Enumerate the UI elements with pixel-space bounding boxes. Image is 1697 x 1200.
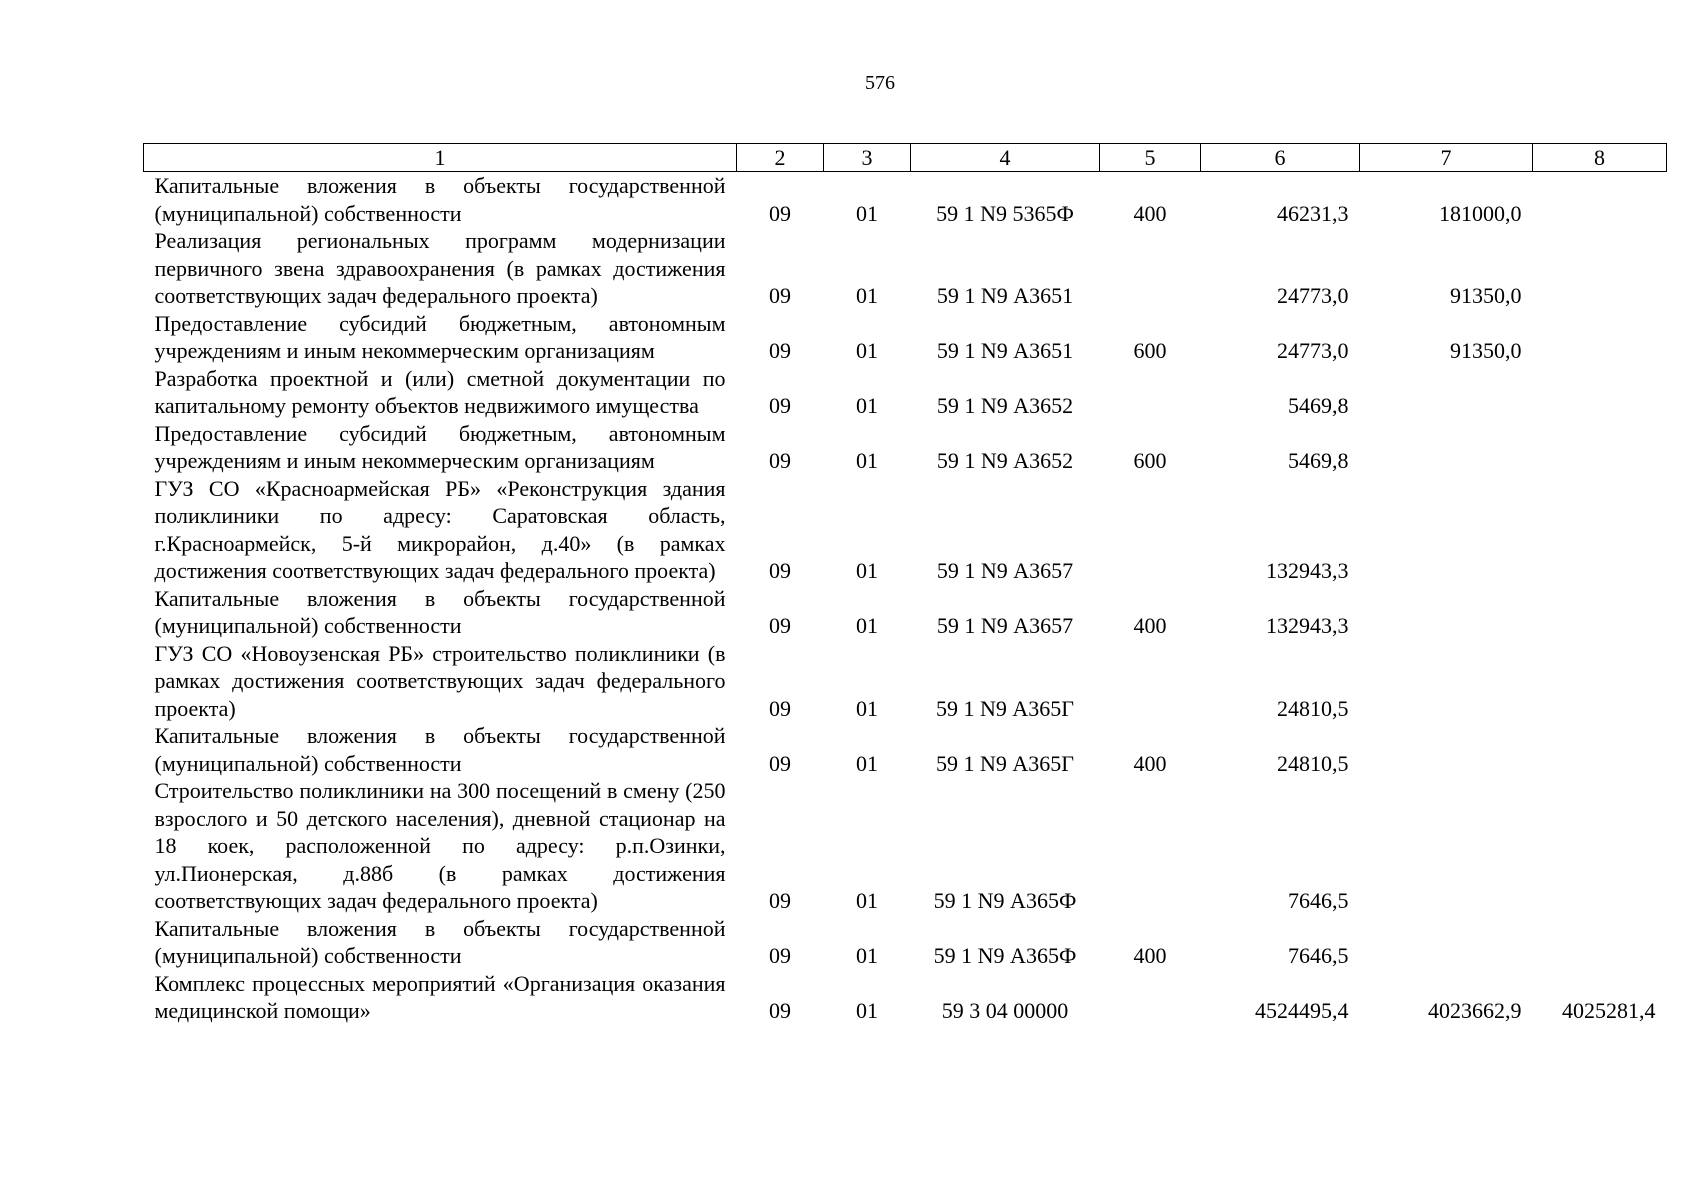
header-col-3: 3 <box>824 144 911 172</box>
row-amount-col8 <box>1533 227 1667 310</box>
table-header <box>144 144 1667 172</box>
row-amount-col6: 5469,8 <box>1288 448 1349 473</box>
row-subsection: 01 <box>856 338 878 363</box>
row-description: Строительство поликлиники на 300 посещений в смену (250 взрослого и 50 детского населения), дневной стационар на 18 коек, расположенной по адресу: р.п.Озинки, ул.Пионерская, д.88б (в рамках достижения соответствующих задач федерального проекта) <box>154 778 726 913</box>
row-expense-type <box>1100 640 1201 723</box>
row-amount-col7: 91350,0 <box>1450 283 1522 308</box>
table-row <box>144 722 1667 777</box>
row-target-article: 59 1 N9 А365Ф <box>933 943 1077 968</box>
row-amount-col7: 181000,0 <box>1439 200 1522 226</box>
table-row <box>144 172 1667 228</box>
page-number: 576 <box>865 72 895 94</box>
table-row <box>144 227 1667 310</box>
table-row <box>144 585 1667 640</box>
budget-table <box>143 143 1667 1025</box>
row-subsection: 01 <box>856 283 878 308</box>
table-row <box>144 777 1667 915</box>
row-amount-col7 <box>1360 365 1533 420</box>
row-subsection: 01 <box>856 750 878 776</box>
row-section: 09 <box>769 558 791 583</box>
table-row <box>144 475 1667 585</box>
table-row <box>144 640 1667 723</box>
row-section: 09 <box>769 998 791 1023</box>
row-amount-col8 <box>1533 915 1667 970</box>
row-amount-col6: 5469,8 <box>1288 393 1349 418</box>
header-col-6: 6 <box>1201 144 1360 172</box>
row-description: Реализация региональных программ модернизации первичного звена здравоохранения (в рамках достижения соответствующих задач федерального проекта) <box>154 228 726 308</box>
row-target-article: 59 3 04 00000 <box>941 998 1069 1023</box>
row-amount-col7 <box>1360 722 1533 777</box>
row-section: 09 <box>769 200 791 226</box>
row-target-article: 59 1 N9 А365Г <box>936 695 1074 721</box>
row-section: 09 <box>769 448 791 473</box>
row-target-article: 59 1 N9 А3651 <box>936 338 1074 363</box>
row-description: ГУЗ СО «Красноармейская РБ» «Реконструкция здания поликлиники по адресу: Саратовская область, г.Красноармейск, 5-й микрорайон, д.40» (в рамках достижения соответствующих задач федерального проекта) <box>154 475 726 583</box>
row-expense-type: 400 <box>1133 943 1167 968</box>
row-expense-type: 400 <box>1133 613 1167 638</box>
row-description: Капитальные вложения в объекты государственной (муниципальной) собственности <box>154 915 726 968</box>
header-col-8: 8 <box>1533 144 1667 172</box>
row-subsection: 01 <box>856 695 878 721</box>
row-subsection: 01 <box>856 943 878 968</box>
table-body <box>144 172 1667 1025</box>
row-section: 09 <box>769 613 791 638</box>
row-expense-type <box>1100 777 1201 915</box>
row-description: Комплекс процессных мероприятий «Организация оказания медицинской помощи» <box>154 970 726 1023</box>
row-amount-col8: 4025281,4 <box>1562 998 1656 1023</box>
row-amount-col6: 24810,5 <box>1277 750 1349 776</box>
row-expense-type <box>1100 970 1201 1025</box>
row-description: Предоставление субсидий бюджетным, автономным учреждениям и иным некоммерческим организациям <box>154 420 726 473</box>
row-amount-col6: 132943,3 <box>1266 558 1349 583</box>
row-expense-type <box>1100 365 1201 420</box>
row-amount-col6: 7646,5 <box>1288 888 1349 913</box>
row-amount-col6: 7646,5 <box>1288 943 1349 968</box>
row-amount-col6: 24773,0 <box>1277 338 1349 363</box>
row-description: Предоставление субсидий бюджетным, автономным учреждениям и иным некоммерческим организациям <box>154 310 726 363</box>
header-col-5: 5 <box>1100 144 1201 172</box>
row-amount-col8 <box>1533 172 1667 228</box>
row-amount-col8 <box>1533 420 1667 475</box>
row-subsection: 01 <box>856 448 878 473</box>
row-amount-col6: 4524495,4 <box>1255 998 1349 1023</box>
header-col-1: 1 <box>144 144 737 172</box>
header-col-4: 4 <box>911 144 1100 172</box>
row-target-article: 59 1 N9 А365Ф <box>933 888 1077 913</box>
row-section: 09 <box>769 750 791 776</box>
row-target-article: 59 1 N9 А3651 <box>936 283 1074 308</box>
header-col-2: 2 <box>737 144 824 172</box>
table-row <box>144 915 1667 970</box>
row-expense-type: 600 <box>1133 338 1167 363</box>
table-row <box>144 310 1667 365</box>
table-row <box>144 420 1667 475</box>
row-amount-col7: 91350,0 <box>1450 338 1522 363</box>
row-description: Разработка проектной и (или) сметной документации по капитальному ремонту объектов недвижимого имущества <box>154 365 726 418</box>
row-amount-col6: 24810,5 <box>1277 695 1349 721</box>
row-amount-col7 <box>1360 475 1533 585</box>
row-amount-col6: 132943,3 <box>1266 613 1349 638</box>
row-target-article: 59 1 N9 А3652 <box>936 448 1074 473</box>
row-subsection: 01 <box>856 393 878 418</box>
row-target-article: 59 1 N9 А3657 <box>936 613 1074 638</box>
row-subsection: 01 <box>856 558 878 583</box>
row-amount-col8 <box>1533 365 1667 420</box>
row-expense-type: 600 <box>1133 448 1167 473</box>
header-row <box>144 144 1667 172</box>
row-amount-col8 <box>1533 640 1667 723</box>
row-subsection: 01 <box>856 998 878 1023</box>
row-expense-type: 400 <box>1133 750 1167 776</box>
row-amount-col8 <box>1533 475 1667 585</box>
table-row <box>144 365 1667 420</box>
row-section: 09 <box>769 338 791 363</box>
row-amount-col8 <box>1533 585 1667 640</box>
row-section: 09 <box>769 888 791 913</box>
row-amount-col7 <box>1360 585 1533 640</box>
row-expense-type <box>1100 227 1201 310</box>
row-subsection: 01 <box>856 200 878 226</box>
row-section: 09 <box>769 943 791 968</box>
row-description: ГУЗ СО «Новоузенская РБ» строительство поликлиники (в рамках достижения соответствующих задач федерального проекта) <box>154 640 726 721</box>
row-amount-col6: 46231,3 <box>1277 200 1349 226</box>
row-amount-col8 <box>1533 310 1667 365</box>
row-amount-col7 <box>1360 640 1533 723</box>
row-description: Капитальные вложения в объекты государственной (муниципальной) собственности <box>154 173 726 226</box>
row-section: 09 <box>769 695 791 721</box>
row-expense-type <box>1100 475 1201 585</box>
row-target-article: 59 1 N9 А365Г <box>936 750 1074 776</box>
row-amount-col6: 24773,0 <box>1277 283 1349 308</box>
row-section: 09 <box>769 393 791 418</box>
row-amount-col7: 4023662,9 <box>1428 998 1522 1023</box>
row-target-article: 59 1 N9 А3652 <box>936 393 1074 418</box>
header-col-7: 7 <box>1360 144 1533 172</box>
table-row <box>144 970 1667 1025</box>
row-expense-type: 400 <box>1133 200 1167 226</box>
row-amount-col8 <box>1533 722 1667 777</box>
row-amount-col7 <box>1360 777 1533 915</box>
row-amount-col8 <box>1533 777 1667 915</box>
row-section: 09 <box>769 283 791 308</box>
row-subsection: 01 <box>856 613 878 638</box>
row-description: Капитальные вложения в объекты государственной (муниципальной) собственности <box>154 585 726 638</box>
row-target-article: 59 1 N9 5365Ф <box>936 200 1074 226</box>
row-target-article: 59 1 N9 А3657 <box>936 558 1074 583</box>
row-description: Капитальные вложения в объекты государственной (муниципальной) собственности <box>154 723 726 776</box>
row-subsection: 01 <box>856 888 878 913</box>
row-amount-col7 <box>1360 420 1533 475</box>
row-amount-col7 <box>1360 915 1533 970</box>
